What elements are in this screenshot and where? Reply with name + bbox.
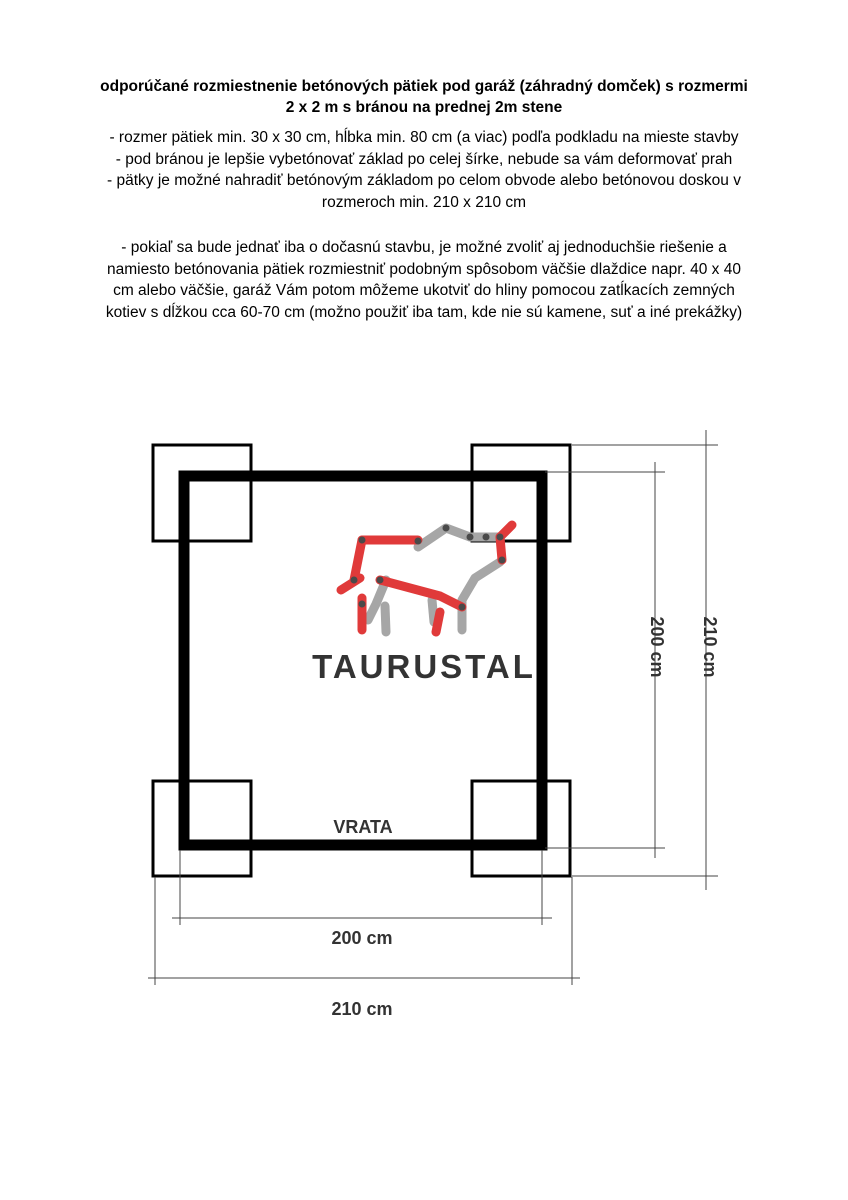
bullet-line-3: - pätky je možné nahradiť betónovým základom po celom obvode alebo betónovou doskou v <box>107 172 741 189</box>
dimension-lines <box>148 430 718 985</box>
dim-h-outer-label: 210 cm <box>331 999 393 1019</box>
footing-top-left <box>153 445 251 541</box>
bullet-line-4: rozmeroch min. 210 x 210 cm <box>321 193 527 211</box>
dim-v-inner-label: 200 cm <box>647 616 667 678</box>
dim-h-inner-label: 200 cm <box>331 928 393 948</box>
note-line-2: namiesto betónovania pätiek rozmiestniť podobným spôsobom väčšie dlaždice napr. 40 x 40 <box>107 260 741 278</box>
note-line-1: - pokiaľ sa bude jednať iba o dočasnú stavbu, je možné zvoliť aj jednoduchšie riešenie a <box>121 239 727 256</box>
title-line-2: 2 x 2 m s bránou na prednej 2m stene <box>285 99 563 116</box>
logo-text: TAURUSTAL <box>312 648 536 685</box>
footing-bottom-right <box>472 781 570 876</box>
footing-top-right <box>472 445 570 541</box>
gate-label: VRATA <box>333 817 393 837</box>
footing-bottom-left <box>153 781 251 876</box>
taurustal-logo <box>312 525 536 686</box>
note-line-4: kotiev s dĺžkou cca 60-70 cm (možno použiť iba tam, kde nie sú kamene, suť a iné prekážky) <box>105 303 743 321</box>
note-line-3: cm alebo väčšie, garáž Vám potom môžeme ukotviť do hliny pomocou zatĺkacích zemných <box>113 282 735 299</box>
title-line-1: odporúčané rozmiestnenie betónových pätiek pod garáž (záhradný domček) s rozmermi <box>100 78 748 95</box>
bullet-line-1: - rozmer pätiek min. 30 x 30 cm, hĺbka min. 80 cm (a viac) podľa podkladu na mieste stavby <box>109 129 739 146</box>
dim-v-outer-label: 210 cm <box>700 616 720 678</box>
bullet-line-2: - pod bránou je lepšie vybetónovať základ po celej šírke, nebude sa vám deformovať prah <box>115 150 733 168</box>
